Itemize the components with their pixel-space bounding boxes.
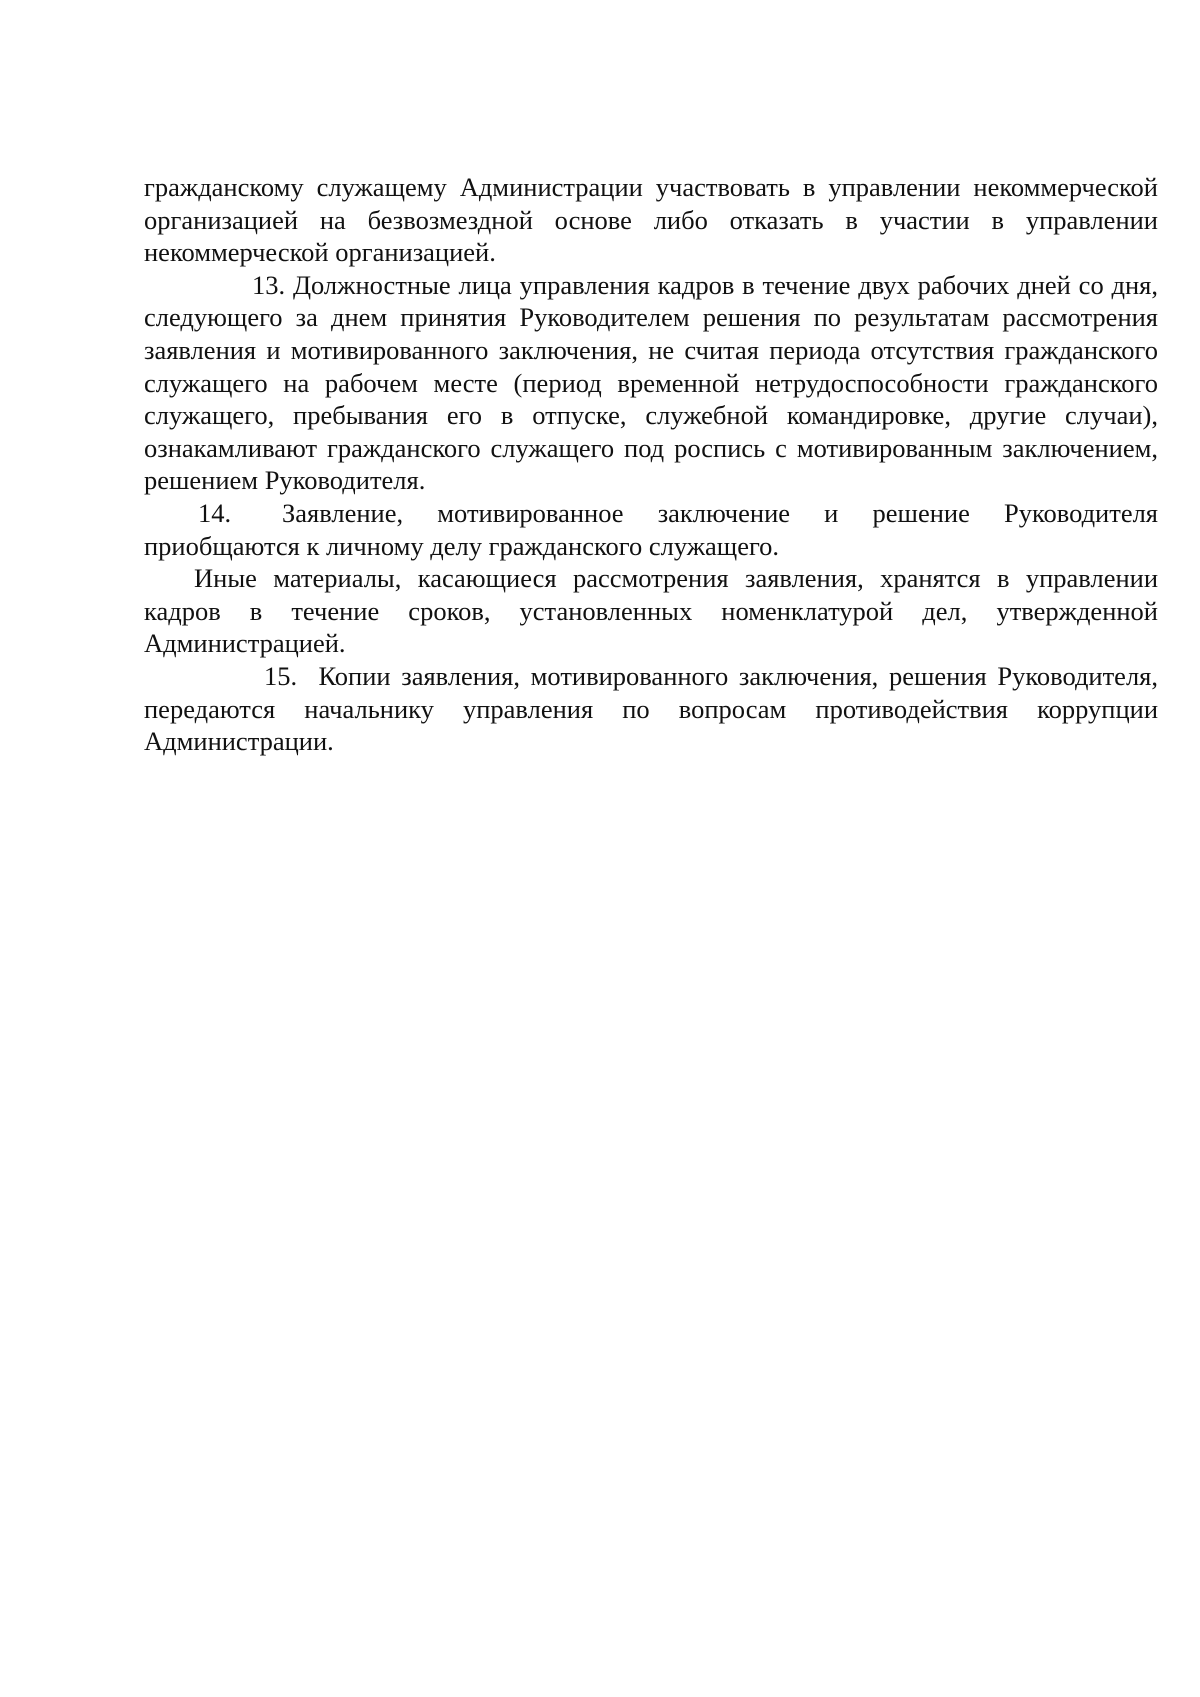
item-15-text: Копии заявления, мотивированного заключения, решения Руководителя, передаются начальнику управления по вопросам противодействия коррупции Администрации. (144, 660, 1158, 757)
paragraph-item-13 (144, 269, 1158, 497)
document-body (144, 171, 1158, 758)
item-15-number: 15. (264, 660, 298, 691)
paragraph-other-materials: Иные материалы, касающиеся рассмотрения заявления, хранятся в управлении кадров в течение сроков, установленных номенклатурой дел, утвержденной Администрацией. (144, 563, 1158, 659)
item-13-text: Должностные лица управления кадров в течение двух рабочих дней со дня, следующего за днем принятия Руководителем решения по результатам рассмотрения заявления и мотивированного заключения, не считая периода отсутствия гражданского служащего на рабочем месте (период временной нетрудоспособности гражданского служащего, пребывания его в отпуске, служебной командировке, другие случаи), ознакамливают гражданского служащего под роспись с мотивированным заключением, решением Руководителя. (144, 269, 1158, 496)
item-14-text: Заявление, мотивированное заключение и решение Руководителя приобщаются к личному делу гражданского служащего. (144, 497, 1158, 561)
paragraph-item-14 (144, 497, 1158, 562)
paragraph-item-15 (144, 660, 1158, 758)
item-13-number: 13. (252, 269, 286, 300)
item-14-number: 14. (198, 497, 232, 528)
paragraph-continuation: гражданскому служащему Администрации участвовать в управлении некоммерческой организацией на безвозмездной основе либо отказать в участии в управлении некоммерческой организацией. (144, 172, 1158, 268)
